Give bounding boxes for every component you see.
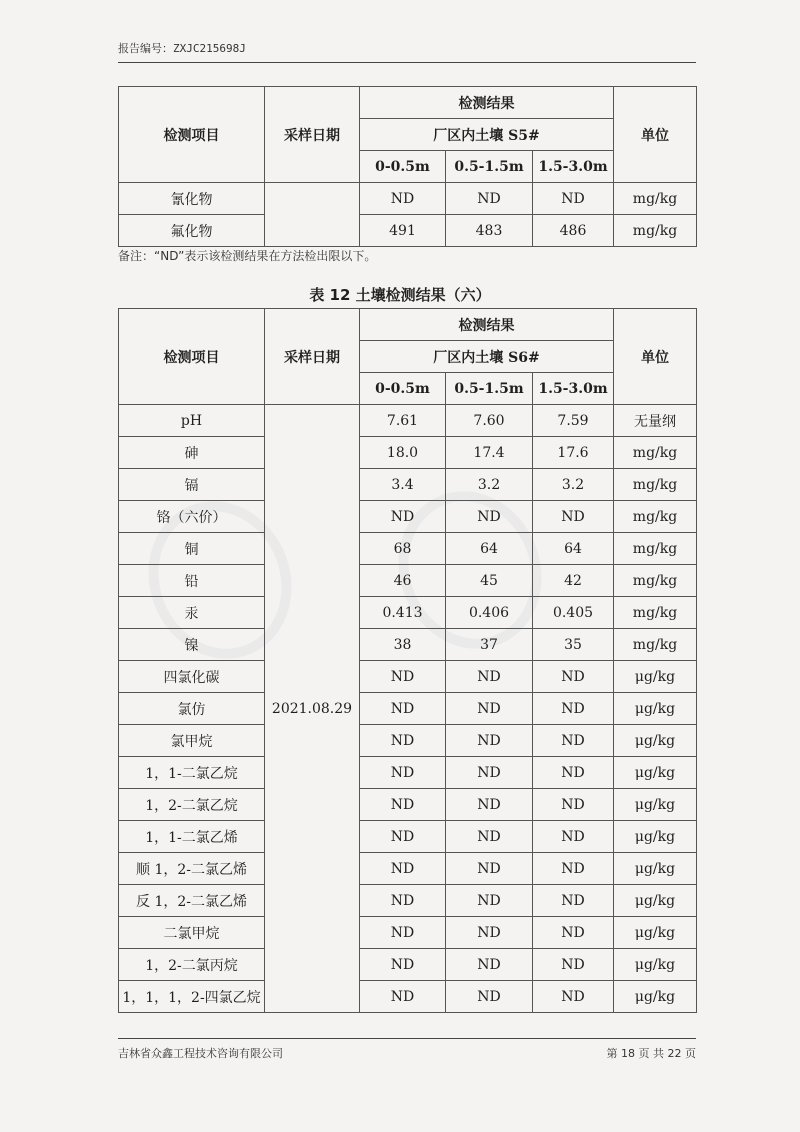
cell-value: ND — [360, 949, 446, 981]
cell-value: ND — [360, 789, 446, 821]
table-row — [119, 437, 697, 469]
header-unit: 单位 — [614, 309, 697, 405]
cell-value: ND — [533, 725, 614, 757]
header-depth-2: 0.5-1.5m — [446, 151, 533, 183]
cell-value: ND — [360, 661, 446, 693]
cell-value: ND — [533, 501, 614, 533]
table-row — [119, 757, 697, 789]
cell-unit: mg/kg — [614, 469, 697, 501]
cell-value: ND — [360, 885, 446, 917]
table-row — [119, 183, 697, 215]
cell-unit: mg/kg — [614, 501, 697, 533]
cell-value: ND — [360, 757, 446, 789]
table-row — [119, 885, 697, 917]
cell-unit: μg/kg — [614, 981, 697, 1013]
cell-item: 铜 — [119, 533, 265, 565]
table-caption: 表 12 土壤检测结果（六） — [309, 286, 491, 304]
cell-value: 68 — [360, 533, 446, 565]
header-item: 检测项目 — [119, 309, 265, 405]
cell-value: 3.4 — [360, 469, 446, 501]
table-row — [119, 821, 697, 853]
cell-value: ND — [446, 853, 533, 885]
table-row — [119, 215, 697, 247]
cell-value: 17.4 — [446, 437, 533, 469]
cell-unit: μg/kg — [614, 661, 697, 693]
cell-unit: mg/kg — [614, 437, 697, 469]
table-note: 备注：“ND”表示该检测结果在方法检出限以下。 — [118, 249, 377, 263]
cell-item: 砷 — [119, 437, 265, 469]
cell-value: ND — [533, 885, 614, 917]
cell-item: 氯甲烷 — [119, 725, 265, 757]
page-footer — [118, 1038, 696, 1061]
table-row — [119, 405, 697, 437]
cell-item: 铅 — [119, 565, 265, 597]
cell-value: ND — [360, 693, 446, 725]
header-depth-1: 0-0.5m — [360, 151, 446, 183]
header-date: 采样日期 — [265, 309, 360, 405]
cell-value: 45 — [446, 565, 533, 597]
cell-item: 1，1-二氯乙烯 — [119, 821, 265, 853]
cell-unit: μg/kg — [614, 693, 697, 725]
cell-value: 486 — [533, 215, 614, 247]
cell-unit: mg/kg — [614, 183, 697, 215]
table-row — [119, 565, 697, 597]
cell-value: ND — [446, 885, 533, 917]
cell-value: ND — [533, 693, 614, 725]
cell-value: ND — [360, 821, 446, 853]
cell-item: 四氯化碳 — [119, 661, 265, 693]
cell-value: ND — [360, 501, 446, 533]
cell-value: ND — [446, 725, 533, 757]
cell-item: 氰化物 — [119, 183, 265, 215]
result-table-main — [118, 308, 697, 1013]
company-name: 吉林省众鑫工程技术咨询有限公司 — [118, 1047, 283, 1060]
header-location: 厂区内土壤 S6# — [360, 341, 614, 373]
cell-unit: 无量纲 — [614, 405, 697, 437]
cell-item: 顺 1，2-二氯乙烯 — [119, 853, 265, 885]
table-row — [119, 629, 697, 661]
cell-unit: mg/kg — [614, 597, 697, 629]
result-table-top — [118, 86, 697, 247]
cell-value: ND — [533, 183, 614, 215]
cell-item: 1，1，1，2-四氯乙烷 — [119, 981, 265, 1013]
cell-unit: μg/kg — [614, 789, 697, 821]
cell-value: ND — [446, 789, 533, 821]
cell-unit: μg/kg — [614, 725, 697, 757]
cell-value: ND — [533, 981, 614, 1013]
cell-value: 7.59 — [533, 405, 614, 437]
cell-unit: mg/kg — [614, 565, 697, 597]
cell-item: 镍 — [119, 629, 265, 661]
cell-value: ND — [446, 949, 533, 981]
cell-value: ND — [360, 853, 446, 885]
report-number: 报告编号：ZXJC215698J — [118, 42, 246, 55]
header-result: 检测结果 — [360, 87, 614, 119]
cell-unit: mg/kg — [614, 629, 697, 661]
cell-value: 37 — [446, 629, 533, 661]
table-row — [119, 469, 697, 501]
cell-value: 491 — [360, 215, 446, 247]
cell-date — [265, 183, 360, 247]
cell-value: ND — [446, 757, 533, 789]
cell-unit: μg/kg — [614, 757, 697, 789]
cell-value: 7.61 — [360, 405, 446, 437]
cell-sampling-date: 2021.08.29 — [265, 405, 360, 1013]
cell-item: 二氯甲烷 — [119, 917, 265, 949]
cell-value: ND — [446, 661, 533, 693]
cell-unit: mg/kg — [614, 533, 697, 565]
cell-value: 0.413 — [360, 597, 446, 629]
cell-value: ND — [360, 725, 446, 757]
cell-unit: μg/kg — [614, 821, 697, 853]
header-depth-3: 1.5-3.0m — [533, 373, 614, 405]
cell-value: 483 — [446, 215, 533, 247]
cell-value: ND — [446, 917, 533, 949]
cell-value: 3.2 — [446, 469, 533, 501]
cell-item: 氯仿 — [119, 693, 265, 725]
cell-value: 0.406 — [446, 597, 533, 629]
cell-item: 1，2-二氯丙烷 — [119, 949, 265, 981]
header-depth-1: 0-0.5m — [360, 373, 446, 405]
cell-item: 氟化物 — [119, 215, 265, 247]
table-row — [119, 533, 697, 565]
cell-value: 35 — [533, 629, 614, 661]
header-result: 检测结果 — [360, 309, 614, 341]
cell-unit: μg/kg — [614, 949, 697, 981]
cell-item: 反 1，2-二氯乙烯 — [119, 885, 265, 917]
header-depth-3: 1.5-3.0m — [533, 151, 614, 183]
cell-item: 镉 — [119, 469, 265, 501]
header-depth-2: 0.5-1.5m — [446, 373, 533, 405]
table-row — [119, 981, 697, 1013]
cell-value: 0.405 — [533, 597, 614, 629]
cell-value: ND — [533, 821, 614, 853]
table-row — [119, 661, 697, 693]
cell-value: ND — [446, 501, 533, 533]
cell-value: 46 — [360, 565, 446, 597]
cell-item: 汞 — [119, 597, 265, 629]
cell-value: 18.0 — [360, 437, 446, 469]
cell-value: ND — [446, 693, 533, 725]
cell-value: ND — [533, 917, 614, 949]
cell-value: ND — [533, 661, 614, 693]
table-row — [119, 693, 697, 725]
cell-unit: mg/kg — [614, 215, 697, 247]
cell-value: ND — [533, 949, 614, 981]
header-item: 检测项目 — [119, 87, 265, 183]
header-location: 厂区内土壤 S5# — [360, 119, 614, 151]
page-number: 第 18 页 共 22 页 — [606, 1047, 696, 1060]
cell-item: 1，1-二氯乙烷 — [119, 757, 265, 789]
header-date: 采样日期 — [265, 87, 360, 183]
cell-value: ND — [446, 981, 533, 1013]
cell-value: 3.2 — [533, 469, 614, 501]
page-header — [118, 40, 696, 63]
cell-item: pH — [119, 405, 265, 437]
cell-unit: μg/kg — [614, 917, 697, 949]
cell-value: 42 — [533, 565, 614, 597]
cell-unit: μg/kg — [614, 853, 697, 885]
cell-item: 铬（六价） — [119, 501, 265, 533]
table-row — [119, 949, 697, 981]
cell-value: 64 — [446, 533, 533, 565]
table-row — [119, 917, 697, 949]
cell-value: 64 — [533, 533, 614, 565]
cell-value: 38 — [360, 629, 446, 661]
table-row — [119, 789, 697, 821]
header-unit: 单位 — [614, 87, 697, 183]
cell-value: 17.6 — [533, 437, 614, 469]
cell-value: 7.60 — [446, 405, 533, 437]
cell-value: ND — [533, 789, 614, 821]
cell-value: ND — [533, 757, 614, 789]
cell-item: 1，2-二氯乙烷 — [119, 789, 265, 821]
cell-value: ND — [360, 183, 446, 215]
table-row — [119, 501, 697, 533]
cell-value: ND — [360, 917, 446, 949]
cell-value: ND — [446, 821, 533, 853]
cell-value: ND — [533, 853, 614, 885]
table-row — [119, 597, 697, 629]
table-row — [119, 853, 697, 885]
cell-unit: μg/kg — [614, 885, 697, 917]
cell-value: ND — [360, 981, 446, 1013]
table-row — [119, 725, 697, 757]
cell-value: ND — [446, 183, 533, 215]
